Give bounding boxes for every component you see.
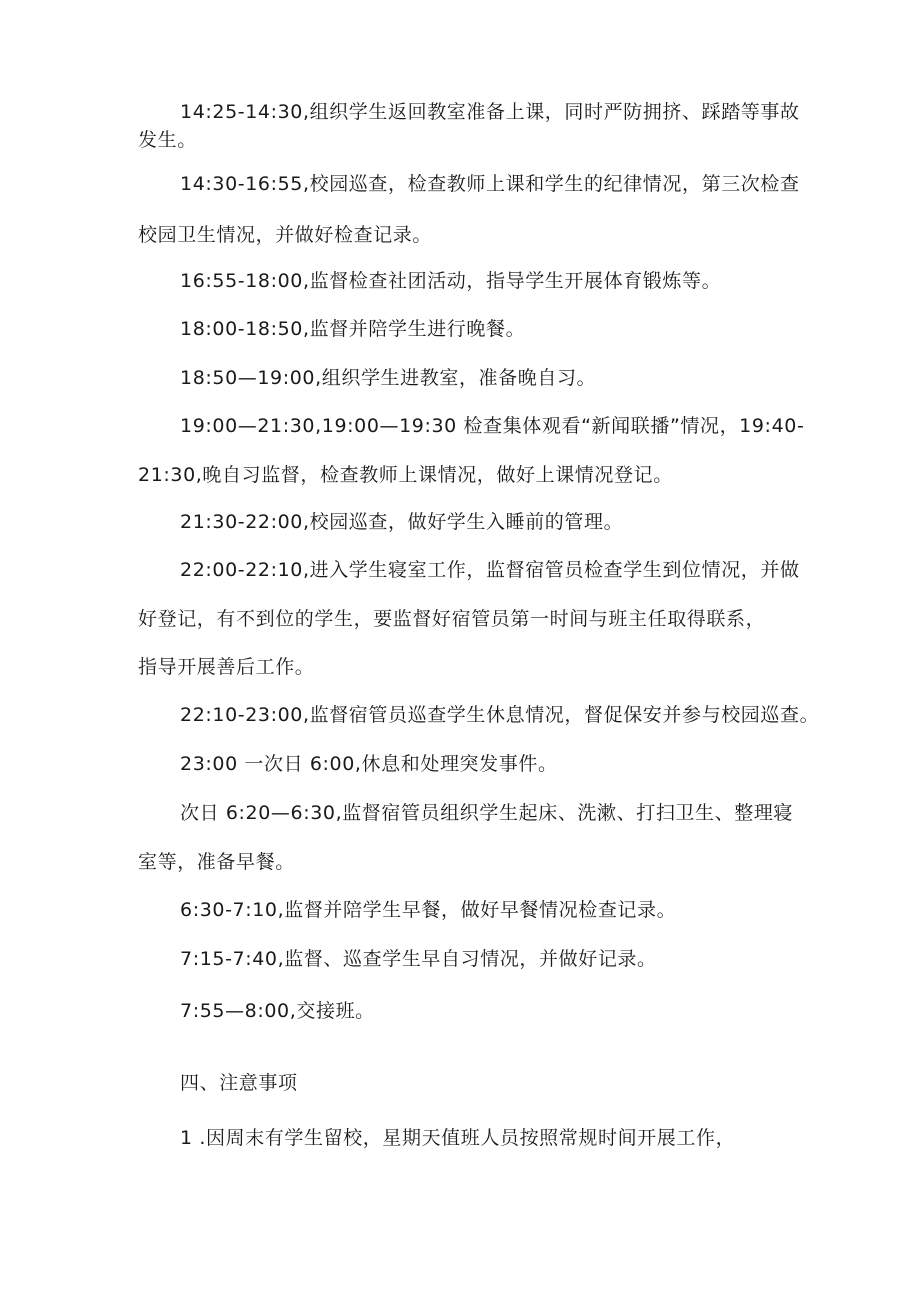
text-line: 18:00-18:50,监督并陪学生进行晚餐。 — [180, 318, 526, 340]
paragraph-10 — [138, 755, 790, 777]
text-line: 16:55-18:00,监督检查社团活动，指导学生开展体育锻炼等。 — [180, 270, 722, 292]
paragraph-5 — [138, 369, 790, 391]
text-line: 次日 6:20—6:30,监督宿管员组织学生起床、洗漱、打扫卫生、整理寝 — [180, 802, 794, 824]
text-line: 四、注意事项 — [180, 1072, 298, 1094]
text-line: 14:25-14:30,组织学生返回教室准备上课，同时严防拥挤、踩踏等事故 — [180, 101, 800, 123]
text-line: 指导开展善后工作。 — [138, 656, 315, 678]
paragraph-2 — [138, 173, 800, 248]
text-line: 22:10-23:00,监督宿管员巡查学生休息情况，督促保安并参与校园巡查。 — [180, 704, 820, 726]
text-line: 23:00 一次日 6:00,休息和处理突发事件。 — [180, 753, 558, 775]
paragraph-16 — [138, 1129, 790, 1151]
paragraph-12 — [138, 901, 790, 923]
text-line: 7:55—8:00,交接班。 — [180, 1000, 375, 1022]
text-line: 发生。 — [138, 129, 197, 151]
text-line: 室等，准备早餐。 — [138, 851, 295, 873]
paragraph-13 — [138, 950, 790, 972]
paragraph-9 — [138, 704, 820, 728]
text-line: 好登记，有不到位的学生，要监督好宿管员第一时间与班主任取得联系， — [138, 608, 766, 630]
text-line: 21:30,晚自习监督，检查教师上课情况，做好上课情况登记。 — [138, 464, 673, 486]
text-line: 14:30-16:55,校园巡查，检查教师上课和学生的纪律情况，第三次检查 — [180, 173, 800, 195]
text-line: 6:30-7:10,监督并陪学生早餐，做好早餐情况检查记录。 — [180, 899, 677, 921]
text-line: 19:00—21:30,19:00—19:30 检查集体观看“新闻联播”情况，19:40- — [180, 415, 805, 437]
paragraph-3 — [138, 272, 790, 294]
paragraph-8 — [138, 559, 800, 680]
text-line: 21:30-22:00,校园巡查，做好学生入睡前的管理。 — [180, 511, 624, 533]
text-line: 18:50—19:00,组织学生进教室，准备晚自习。 — [180, 367, 597, 389]
paragraph-14 — [138, 1002, 790, 1024]
text-line: 1 .因周末有学生留校，星期天值班人员按照常规时间开展工作， — [180, 1127, 736, 1149]
paragraph-4 — [138, 320, 790, 342]
text-line: 7:15-7:40,监督、巡查学生早自习情况，并做好记录。 — [180, 948, 657, 970]
paragraph-1 — [138, 101, 800, 153]
text-line: 22:00-22:10,进入学生寝室工作，监督宿管员检查学生到位情况，并做 — [180, 559, 800, 581]
paragraph-6 — [138, 415, 805, 488]
text-line: 校园卫生情况，并做好检查记录。 — [138, 224, 433, 246]
section-heading — [138, 1074, 790, 1096]
paragraph-11 — [138, 802, 794, 875]
paragraph-7 — [138, 513, 790, 535]
